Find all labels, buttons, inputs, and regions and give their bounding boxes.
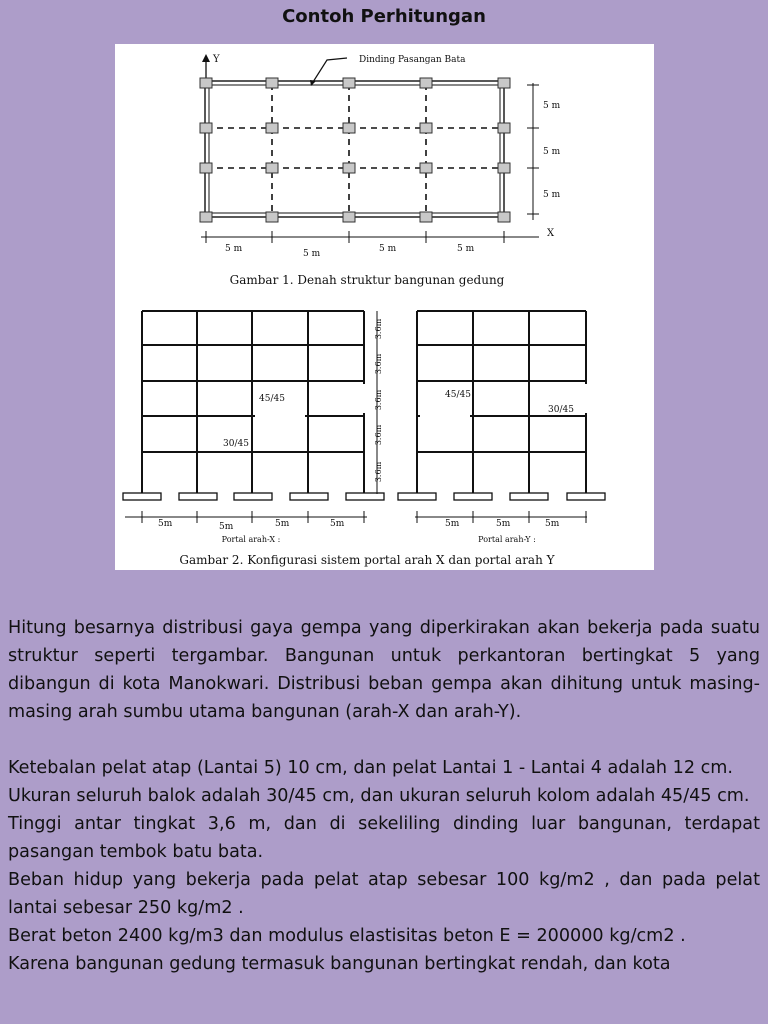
dim-x-1: 5 m — [225, 244, 243, 254]
slide-title: Contoh Perhitungan — [282, 6, 486, 27]
live-load-note: Beban hidup yang bekerja pada pelat atap sebesar 100 kg/m2 , dan pada pelat lantai sebesar 250 kg/m2 . — [8, 870, 760, 918]
dim-x-4: 5 m — [457, 244, 475, 254]
member-sizes: Ukuran seluruh balok adalah 30/45 cm, dan ukuran seluruh kolom adalah 45/45 cm. — [8, 786, 750, 806]
portal-y-footings — [398, 493, 605, 500]
paragraph-gap — [8, 726, 760, 754]
y-axis-arrow — [202, 54, 210, 62]
portal-x-dim-2: 5m — [219, 522, 234, 532]
columns — [200, 78, 510, 222]
slab-thickness: Ketebalan pelat atap (Lantai 5) 10 cm, dan pelat Lantai 1 - Lantai 4 adalah 12 cm. — [8, 758, 734, 778]
intro-paragraph: Hitung besarnya distribusi gaya gempa yang diperkirakan akan bekerja pada suatu struktur seperti tergambar. Bangunan untuk perkantoran bertingkat 5 yang dibangun di kota Manokwari. Distribusi beban gempa akan dihitung untuk masing-masing arah sumbu utama bangunan (arah-X dan arah-Y). — [8, 618, 760, 722]
concrete-properties: Berat beton 2400 kg/m3 dan modulus elastisitas beton E = 200000 kg/cm2 . — [8, 926, 686, 946]
inner-wall — [209, 85, 500, 213]
wall-label: Dinding Pasangan Bata — [359, 55, 466, 65]
building-type-note: Karena bangunan gedung termasuk bangunan bertingkat rendah, dan kota — [8, 954, 671, 974]
portal-y-dim-2: 5m — [496, 519, 511, 529]
portal-y-column-label: 45/45 — [445, 390, 471, 400]
story-height-2: 3.6m — [374, 424, 383, 446]
portal-x-beam-label: 30/45 — [223, 439, 249, 449]
dim-y-1: 5 m — [543, 101, 561, 111]
floor-plan — [200, 54, 539, 243]
portal-x-dim-1: 5m — [158, 519, 173, 529]
figure2-caption: Gambar 2. Konfigurasi sistem portal arah X dan portal arah Y — [179, 553, 555, 567]
portal-y-dim-3: 5m — [545, 519, 560, 529]
portal-x-frame — [142, 311, 364, 494]
interior-grid — [206, 84, 504, 216]
story-height-4: 3.6m — [374, 353, 383, 375]
story-height-1: 3.6m — [374, 461, 383, 483]
dim-x-2: 5 m — [303, 249, 321, 259]
wall-leader — [313, 58, 347, 82]
outer-wall — [205, 81, 504, 217]
x-axis-label: X — [547, 228, 555, 239]
structure-figure — [115, 44, 654, 570]
portal-x-dim-3: 5m — [275, 519, 290, 529]
portal-x-dim-4: 5m — [330, 519, 345, 529]
dim-y-3: 5 m — [543, 190, 561, 200]
figure1-caption: Gambar 1. Denah struktur bangunan gedung — [229, 273, 505, 287]
problem-text — [8, 614, 760, 978]
y-axis-label: Y — [213, 54, 220, 65]
portal-y-frame — [417, 311, 586, 494]
story-height-5: 3.6m — [374, 318, 383, 340]
story-height-note: Tinggi antar tingkat 3,6 m, dan di sekeliling dinding luar bangunan, terdapat pasangan tembok batu bata. — [8, 814, 760, 862]
portal-x-footings — [123, 493, 384, 500]
portal-y-label: Portal arah-Y : — [478, 535, 536, 544]
portal-y-beam-label: 30/45 — [548, 405, 574, 415]
portal-x-label: Portal arah-X : — [221, 535, 281, 544]
story-height-3: 3.6m — [374, 389, 383, 411]
portal-y-dim-1: 5m — [445, 519, 460, 529]
dim-x-3: 5 m — [379, 244, 397, 254]
dim-y-2: 5 m — [543, 147, 561, 157]
portal-x-column-label: 45/45 — [259, 394, 285, 404]
